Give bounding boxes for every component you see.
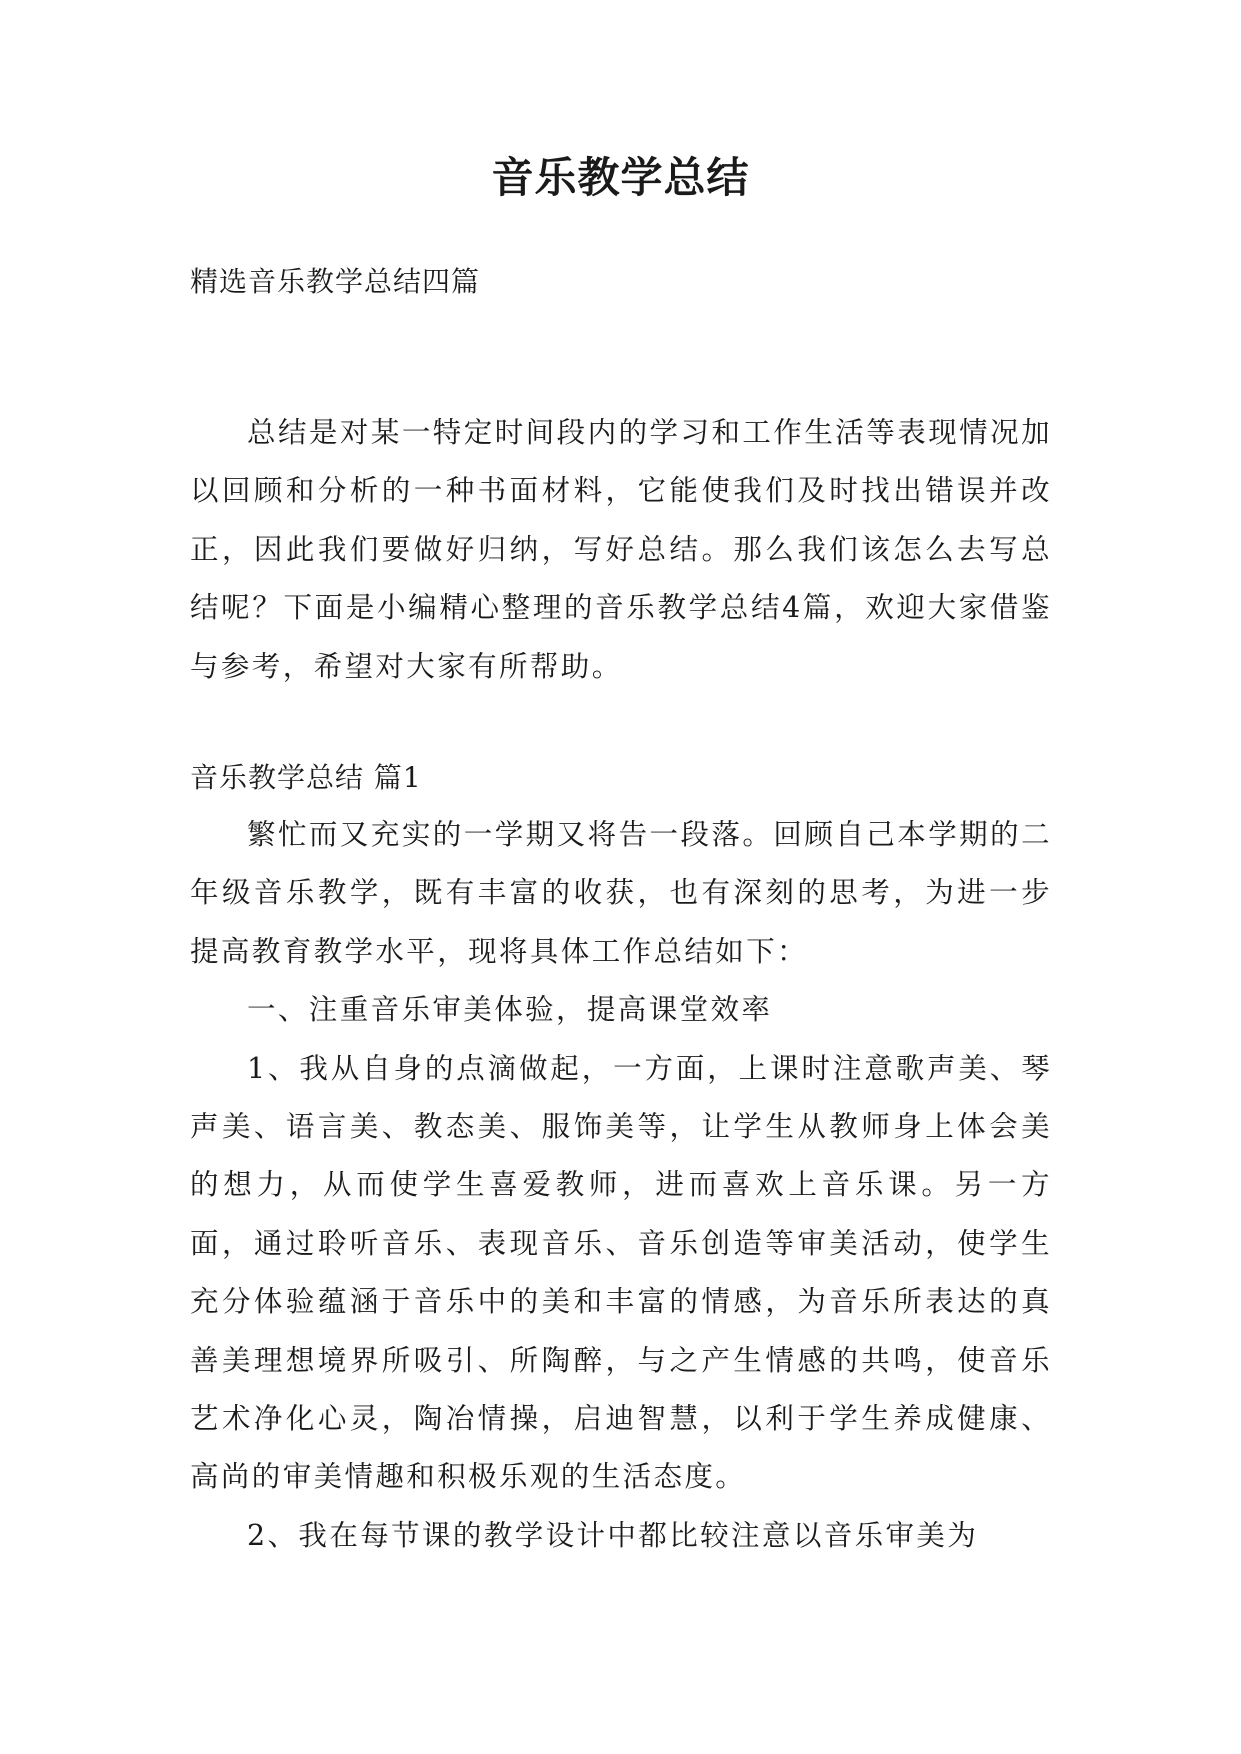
body-paragraph-3: 1、我从自身的点滴做起，一方面，上课时注意歌声美、琴声美、语言美、教态美、服饰美等，让学生从教师身上体会美的想力，从而使学生喜爱教师，进而喜欢上音乐课。另一方面，通过聆听音乐、表现音乐、音乐创造等审美活动，使学生充分体验蕴涵于音乐中的美和丰富的情感，为音乐所表达的真善美理想境界所吸引、所陶醉，与之产生情感的共鸣，使音乐艺术净化心灵，陶冶情操，启迪智慧，以利于学生养成健康、高尚的审美情趣和积极乐观的生活态度。 [190,1051,1052,1494]
section-heading: 音乐教学总结 篇1 [190,761,422,794]
body-paragraph-4: 2、我在每节课的教学设计中都比较注意以音乐审美为 [247,1518,979,1552]
body-paragraph-2: 一、注重音乐审美体验，提高课堂效率 [247,993,773,1027]
intro-paragraph: 总结是对某一特定时间段内的学习和工作生活等表现情况加以回顾和分析的一种书面材料，它能使我们及时找出错误并改正，因此我们要做好归纳，写好总结。那么我们该怎么去写总结呢？下面是小编精心整理的音乐教学总结4篇，欢迎大家借鉴与参考，希望对大家有所帮助。 [190,416,1052,683]
document-subtitle: 精选音乐教学总结四篇 [190,265,481,298]
section-body [190,806,1052,1565]
body-paragraph-1: 繁忙而又充实的一学期又将告一段落。回顾自己本学期的二年级音乐教学，既有丰富的收获，也有深刻的思考，为进一步提高教育教学水平，现将具体工作总结如下： [190,818,1052,968]
document-title: 音乐教学总结 [491,153,750,202]
intro-block [190,404,1052,696]
